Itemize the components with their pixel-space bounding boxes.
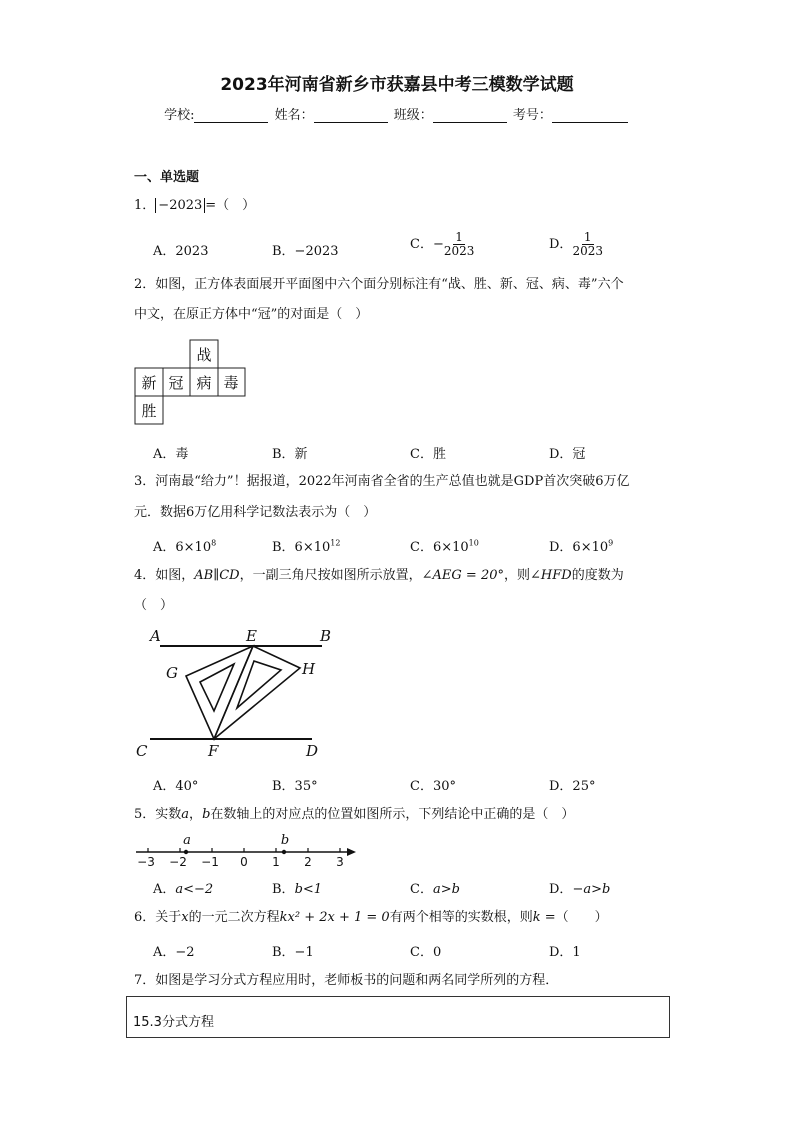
class-label: 班级： xyxy=(393,108,433,123)
q4-parallel: AB∥CD xyxy=(194,568,240,583)
q5-option-a[interactable] xyxy=(153,878,213,897)
q3-d-base: D．6×10 xyxy=(549,540,609,555)
q3-option-c[interactable] xyxy=(410,536,479,555)
q5-stem-text: 在数轴上的对应点的位置如图所示，下列结论中正确的是（ ） xyxy=(210,807,575,822)
q1-c-label: C．− xyxy=(410,237,444,252)
point-b xyxy=(282,850,286,854)
question-4-line2: （ ） xyxy=(134,598,174,613)
q5-c-expr: a>b xyxy=(432,882,460,897)
q6-option-c[interactable]: C．0 xyxy=(410,945,442,960)
q6-var-k: k = xyxy=(532,910,556,925)
q1-option-c[interactable] xyxy=(410,231,474,258)
question-4-line1 xyxy=(134,566,624,586)
name-label: 姓名： xyxy=(274,108,314,123)
tick-label: −2 xyxy=(169,855,187,869)
tick-label: 2 xyxy=(304,855,312,869)
q6-equation: kx² + 2x + 1 = 0 xyxy=(279,910,390,925)
q5-option-c[interactable] xyxy=(410,878,460,897)
q1-option-b[interactable]: B．−2023 xyxy=(272,244,339,259)
q5-a-label: A． xyxy=(153,882,176,897)
net-face-2: 新 xyxy=(141,374,157,392)
q4-number: 4．如图， xyxy=(134,568,195,583)
question-5-stem xyxy=(134,805,574,825)
q6-end: （ ） xyxy=(555,910,608,925)
q6-var-x: x xyxy=(181,910,189,925)
q5-b-label: B． xyxy=(272,882,295,897)
q3-option-d[interactable] xyxy=(549,536,613,555)
label-a: A xyxy=(150,627,161,645)
school-label: 学校: xyxy=(164,108,195,123)
school-blank[interactable] xyxy=(194,108,268,123)
tick-label: −1 xyxy=(201,855,219,869)
q6-option-d[interactable]: D．1 xyxy=(549,945,581,960)
question-7-stem: 7．如图是学习分式方程应用时，老师板书的问题和两名同学所列的方程． xyxy=(134,973,559,988)
q6-tail: 有两个相等的实数根，则 xyxy=(389,910,533,925)
q1-c-fraction xyxy=(444,231,475,258)
q5-option-d[interactable] xyxy=(549,878,610,897)
q4-option-a[interactable]: A．40° xyxy=(153,779,199,794)
frac-den: 2023 xyxy=(572,244,603,258)
tick-label: 3 xyxy=(336,855,344,869)
net-face-5: 毒 xyxy=(223,374,239,392)
q3-c-exp: 10 xyxy=(468,538,479,548)
q4-mid: ，一副三角尺按如图所示放置， xyxy=(239,568,422,583)
number-label: 考号： xyxy=(512,108,552,123)
q1-d-label: D． xyxy=(549,237,573,252)
q5-pre: 5．实数 xyxy=(134,807,182,822)
q3-c-base: C．6×10 xyxy=(410,540,469,555)
student-info-line xyxy=(0,104,794,123)
q1-abs-value: 2023 xyxy=(169,198,203,213)
q3-a-exp: 8 xyxy=(211,538,217,548)
q3-option-b[interactable] xyxy=(272,536,340,555)
q6-mid: 的一元二次方程 xyxy=(188,910,280,925)
label-f: F xyxy=(208,742,219,760)
question-3-line2: 元．数据6万亿用科学记数法表示为（ ） xyxy=(134,505,377,520)
net-face-6: 胜 xyxy=(141,402,157,420)
question-2-line1: 2．如图，正方体表面展开平面图中六个面分别标注有“战、胜、新、冠、病、毒”六个 xyxy=(134,277,624,292)
question-2-line2: 中文，在原正方体中“冠”的对面是（ ） xyxy=(134,307,369,322)
q3-option-a[interactable] xyxy=(153,536,216,555)
box-title: 15.3分式方程 xyxy=(133,1015,214,1030)
net-face-1: 战 xyxy=(196,346,212,364)
q1-option-a[interactable]: A．2023 xyxy=(153,244,209,259)
q4-option-c[interactable]: C．30° xyxy=(410,779,456,794)
number-line-figure xyxy=(134,830,364,870)
q5-option-b[interactable] xyxy=(272,878,322,897)
frac-num: 1 xyxy=(583,230,592,244)
tick-label: −3 xyxy=(137,855,155,869)
q4-angle-aeg: ∠AEG = 20° xyxy=(421,568,504,583)
tick-label: 1 xyxy=(272,855,280,869)
number-blank[interactable] xyxy=(552,108,628,123)
page-title: 2023年河南省新乡市获嘉县中考三模数学试题 xyxy=(220,75,574,95)
q5-b-expr: b<1 xyxy=(294,882,323,897)
q3-a-base: A．6×10 xyxy=(153,540,212,555)
label-g: G xyxy=(166,664,178,682)
q1-option-d[interactable] xyxy=(549,231,603,258)
q2-option-d[interactable]: D．冠 xyxy=(549,447,586,462)
tick-label: 0 xyxy=(240,855,248,869)
q3-b-exp: 12 xyxy=(330,538,341,548)
net-face-3: 冠 xyxy=(168,374,184,392)
q3-d-exp: 9 xyxy=(608,538,614,548)
q1-tail: =（ ） xyxy=(205,198,256,213)
triangle-rulers-figure xyxy=(134,624,344,764)
label-d: D xyxy=(306,742,319,760)
net-face-4: 病 xyxy=(196,374,212,392)
q4-angle-hfd: ∠HFD xyxy=(530,568,572,583)
q6-pre: 6．关于 xyxy=(134,910,182,925)
label-e: E xyxy=(246,627,257,645)
frac-den: 2023 xyxy=(443,244,475,258)
q6-option-a[interactable]: A．−2 xyxy=(153,945,195,960)
q2-option-b[interactable]: B．新 xyxy=(272,447,308,462)
question-3-line1: 3．河南最“给力”！据报道，2022年河南省全省的生产总值也就是GDP首次突破6万亿 xyxy=(134,474,630,489)
label-c: C xyxy=(136,742,148,760)
q1-number: 1． xyxy=(134,198,156,213)
q5-d-expr: −a>b xyxy=(572,882,611,897)
q1-abs: −2023 xyxy=(155,198,205,213)
q5-d-label: D． xyxy=(549,882,573,897)
blackboard-box xyxy=(126,996,670,1038)
q2-option-a[interactable]: A．毒 xyxy=(153,447,189,462)
q6-option-b[interactable]: B．−1 xyxy=(272,945,314,960)
section-heading: 一、单选题 xyxy=(134,170,200,185)
triangle-ehf xyxy=(214,646,300,739)
label-b: B xyxy=(320,627,332,645)
frac-num: 1 xyxy=(455,230,463,244)
q4-option-b[interactable]: B．35° xyxy=(272,779,318,794)
label-h: H xyxy=(302,660,316,678)
q4-end: 的度数为 xyxy=(571,568,624,583)
point-a xyxy=(184,850,188,854)
question-1-stem xyxy=(134,196,255,216)
q5-var-b: b xyxy=(202,807,211,822)
question-6-stem xyxy=(134,908,608,928)
q4-option-d[interactable]: D．25° xyxy=(549,779,596,794)
class-blank[interactable] xyxy=(433,108,507,123)
q3-b-base: B．6×10 xyxy=(272,540,331,555)
point-a-label: a xyxy=(183,833,191,848)
point-b-label: b xyxy=(280,833,290,848)
q2-option-c[interactable]: C．胜 xyxy=(410,447,446,462)
q1-d-fraction xyxy=(572,231,603,258)
q4-tail: ，则 xyxy=(503,568,530,583)
q5-c-label: C． xyxy=(410,882,433,897)
q5-comma: ， xyxy=(189,807,203,822)
q5-a-expr: a<−2 xyxy=(175,882,214,897)
name-blank[interactable] xyxy=(314,108,388,123)
cube-net-figure xyxy=(134,339,246,425)
q5-var-a: a xyxy=(181,807,190,822)
